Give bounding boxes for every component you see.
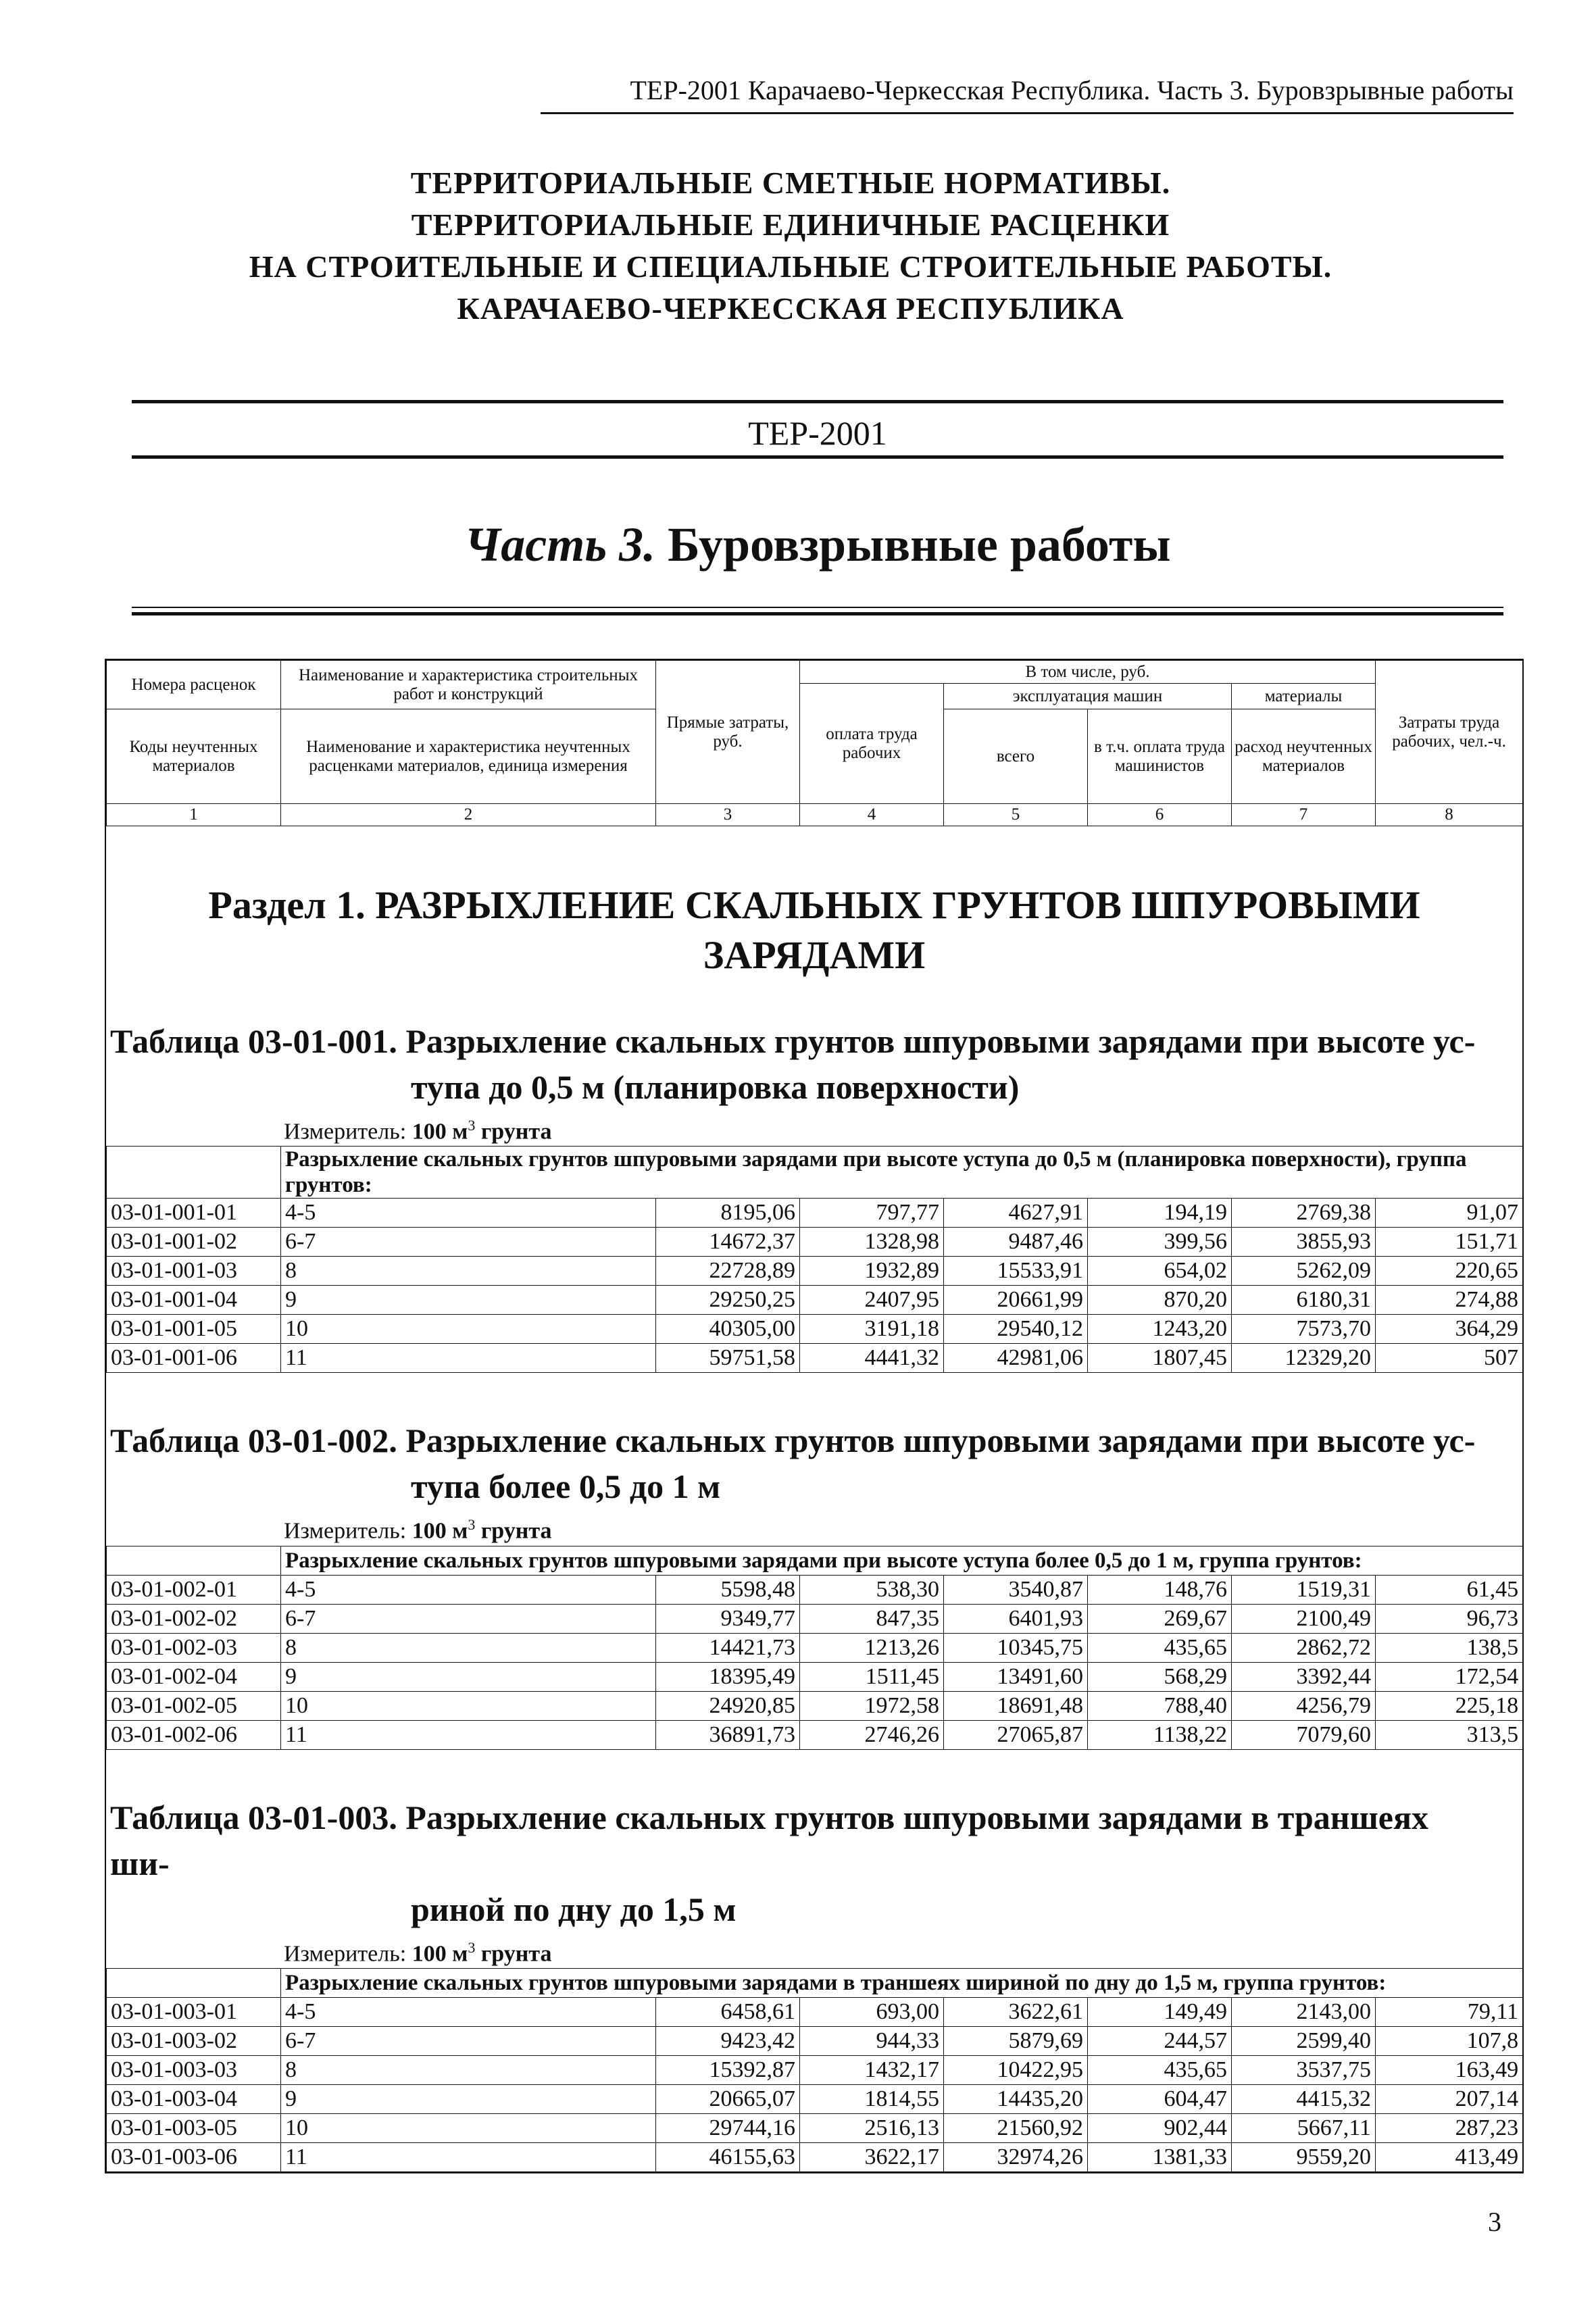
rate-code-cell: 03-01-001-05 [107, 1315, 281, 1344]
value-cell: 91,07 [1376, 1199, 1523, 1228]
meter-sup: 3 [468, 1117, 476, 1134]
column-number: 5 [944, 804, 1088, 826]
value-cell: 3622,61 [944, 1997, 1088, 2026]
value-cell: 2769,38 [1232, 1199, 1376, 1228]
soil-group-cell: 8 [281, 1257, 656, 1286]
value-cell: 1328,98 [800, 1228, 944, 1257]
value-cell: 6180,31 [1232, 1286, 1376, 1315]
value-cell: 172,54 [1376, 1662, 1523, 1691]
value-cell: 14672,37 [656, 1228, 800, 1257]
value-cell: 3855,93 [1232, 1228, 1376, 1257]
column-number: 2 [281, 804, 656, 826]
rate-code-cell: 03-01-001-02 [107, 1228, 281, 1257]
rate-code-cell: 03-01-002-05 [107, 1691, 281, 1720]
meter-label: Измеритель: [284, 1518, 412, 1544]
value-cell: 2746,26 [800, 1720, 944, 1749]
rate-table [106, 1146, 1523, 1373]
rate-code-cell: 03-01-003-05 [107, 2113, 281, 2142]
value-cell: 1932,89 [800, 1257, 944, 1286]
header-worker-pay: оплата труда рабочих [800, 684, 944, 804]
table-row [107, 1720, 1523, 1749]
rate-code-cell: 03-01-001-04 [107, 1286, 281, 1315]
meter-label: Измеритель: [284, 1119, 412, 1145]
value-cell: 32974,26 [944, 2142, 1088, 2171]
table-title-line: тупа более 0,5 до 1 м [411, 1467, 721, 1506]
value-cell: 4627,91 [944, 1199, 1088, 1228]
value-cell: 568,29 [1088, 1662, 1232, 1691]
value-cell: 7573,70 [1232, 1315, 1376, 1344]
subheader-empty-cell [107, 1546, 281, 1575]
header-machines: эксплуатация машин [944, 684, 1232, 709]
header-in-total: В том числе, руб. [800, 661, 1376, 684]
meter-label: Измеритель: [284, 1940, 412, 1966]
part-rule-1 [132, 607, 1503, 608]
meter-value: 100 м [412, 1119, 468, 1145]
meter-sup: 3 [468, 1516, 476, 1534]
value-cell: 3622,17 [800, 2142, 944, 2171]
value-cell: 42981,06 [944, 1344, 1088, 1373]
value-cell: 13491,60 [944, 1662, 1088, 1691]
value-cell: 944,33 [800, 2026, 944, 2055]
soil-group-cell: 6-7 [281, 1604, 656, 1633]
soil-group-cell: 10 [281, 1691, 656, 1720]
soil-group-cell: 9 [281, 1286, 656, 1315]
main-title-line: ТЕРРИТОРИАЛЬНЫЕ ЕДИНИЧНЫЕ РАСЦЕНКИ [411, 207, 1170, 242]
value-cell: 15392,87 [656, 2055, 800, 2084]
rate-code-cell: 03-01-002-01 [107, 1575, 281, 1604]
value-cell: 604,47 [1088, 2084, 1232, 2113]
column-number: 1 [107, 804, 281, 826]
soil-group-cell: 6-7 [281, 1228, 656, 1257]
value-cell: 12329,20 [1232, 1344, 1376, 1373]
meter-unit: грунта [475, 1518, 552, 1544]
value-cell: 163,49 [1376, 2055, 1523, 2084]
main-title-line: КАРАЧАЕВО-ЧЕРКЕССКАЯ РЕСПУБЛИКА [457, 291, 1124, 326]
value-cell: 435,65 [1088, 2055, 1232, 2084]
code-title: ТЕР-2001 [748, 414, 887, 452]
value-cell: 788,40 [1088, 1691, 1232, 1720]
soil-group-cell: 4-5 [281, 1199, 656, 1228]
subheader-empty-cell [107, 1147, 281, 1199]
rate-code-cell: 03-01-001-03 [107, 1257, 281, 1286]
value-cell: 9349,77 [656, 1604, 800, 1633]
header-work-name: Наименование и характеристика строительных работ и конструкций [281, 661, 656, 709]
table-title [106, 1018, 1522, 1110]
value-cell: 3191,18 [800, 1315, 944, 1344]
table-row [107, 2084, 1523, 2113]
value-cell: 507 [1376, 1344, 1523, 1373]
header-materials: материалы [1232, 684, 1376, 709]
value-cell: 27065,87 [944, 1720, 1088, 1749]
table-row [107, 1691, 1523, 1720]
value-cell: 8195,06 [656, 1199, 800, 1228]
soil-group-cell: 9 [281, 2084, 656, 2113]
header-operator-pay: в т.ч. оплата труда машинистов [1088, 709, 1232, 804]
rate-code-cell: 03-01-003-04 [107, 2084, 281, 2113]
meter-value: 100 м [412, 1940, 468, 1966]
table-subheader-row [107, 1147, 1523, 1199]
header-material-codes: Коды неучтенных материалов [107, 709, 281, 804]
value-cell: 7079,60 [1232, 1720, 1376, 1749]
column-number: 7 [1232, 804, 1376, 826]
value-cell: 9487,46 [944, 1228, 1088, 1257]
soil-group-cell: 4-5 [281, 1997, 656, 2026]
value-cell: 96,73 [1376, 1604, 1523, 1633]
soil-group-cell: 11 [281, 1720, 656, 1749]
value-cell: 244,57 [1088, 2026, 1232, 2055]
value-cell: 654,02 [1088, 1257, 1232, 1286]
rate-table [106, 1546, 1523, 1750]
table-meter [106, 1516, 1522, 1544]
value-cell: 4441,32 [800, 1344, 944, 1373]
rates-frame [105, 659, 1524, 2173]
value-cell: 225,18 [1376, 1691, 1523, 1720]
header-rule [541, 112, 1514, 114]
value-cell: 287,23 [1376, 2113, 1523, 2142]
table-title-line: Таблица 03-01-001. Разрыхление скальных грунтов шпуровыми зарядами при высоте ус- [110, 1022, 1476, 1060]
value-cell: 4256,79 [1232, 1691, 1376, 1720]
part-title-italic: Часть 3. [464, 518, 656, 572]
table-subheader: Разрыхление скальных грунтов шпуровыми зарядами при высоте уступа более 0,5 до 1 м, группа грунтов: [281, 1546, 1523, 1575]
value-cell: 36891,73 [656, 1720, 800, 1749]
table-row [107, 1199, 1523, 1228]
value-cell: 29540,12 [944, 1315, 1088, 1344]
value-cell: 1814,55 [800, 2084, 944, 2113]
main-title-line: ТЕРРИТОРИАЛЬНЫЕ СМЕТНЫЕ НОРМАТИВЫ. [410, 166, 1171, 200]
column-number: 3 [656, 804, 800, 826]
meter-unit: грунта [475, 1940, 552, 1966]
rate-code-cell: 03-01-003-01 [107, 1997, 281, 2026]
column-number: 6 [1088, 804, 1232, 826]
value-cell: 5598,48 [656, 1575, 800, 1604]
value-cell: 847,35 [800, 1604, 944, 1633]
value-cell: 20665,07 [656, 2084, 800, 2113]
main-title-line: НА СТРОИТЕЛЬНЫЕ И СПЕЦИАЛЬНЫЕ СТРОИТЕЛЬНЫЕ РАБОТЫ. [249, 249, 1332, 284]
value-cell: 269,67 [1088, 1604, 1232, 1633]
table-row [107, 1315, 1523, 1344]
table-row [107, 1633, 1523, 1662]
header-labor-costs: Затраты труда рабочих, чел.-ч. [1376, 661, 1523, 804]
main-title [108, 162, 1473, 330]
value-cell: 18395,49 [656, 1662, 800, 1691]
value-cell: 313,5 [1376, 1720, 1523, 1749]
value-cell: 1213,26 [800, 1633, 944, 1662]
value-cell: 2407,95 [800, 1286, 944, 1315]
rate-code-cell: 03-01-001-01 [107, 1199, 281, 1228]
soil-group-cell: 6-7 [281, 2026, 656, 2055]
table-row [107, 2055, 1523, 2084]
value-cell: 9559,20 [1232, 2142, 1376, 2171]
table-meter [106, 1939, 1522, 1967]
value-cell: 20661,99 [944, 1286, 1088, 1315]
value-cell: 1511,45 [800, 1662, 944, 1691]
value-cell: 29744,16 [656, 2113, 800, 2142]
rate-code-cell: 03-01-003-06 [107, 2142, 281, 2171]
table-row [107, 1257, 1523, 1286]
value-cell: 151,71 [1376, 1228, 1523, 1257]
value-cell: 10345,75 [944, 1633, 1088, 1662]
subheader-empty-cell [107, 1968, 281, 1997]
column-number: 8 [1376, 804, 1523, 826]
rate-code-cell: 03-01-002-06 [107, 1720, 281, 1749]
value-cell: 5667,11 [1232, 2113, 1376, 2142]
table-row [107, 1997, 1523, 2026]
part-title-rest: Буровзрывные работы [655, 518, 1171, 572]
value-cell: 364,29 [1376, 1315, 1523, 1344]
value-cell: 18691,48 [944, 1691, 1088, 1720]
value-cell: 1519,31 [1232, 1575, 1376, 1604]
value-cell: 902,44 [1088, 2113, 1232, 2142]
value-cell: 399,56 [1088, 1228, 1232, 1257]
header-machines-total: всего [944, 709, 1088, 804]
header-material-use: расход неучтенных материалов [1232, 709, 1376, 804]
value-cell: 29250,25 [656, 1286, 800, 1315]
title-rule-bottom [132, 455, 1503, 459]
header-direct-costs: Прямые затраты, руб. [656, 661, 800, 804]
table-gap [106, 1750, 1522, 1794]
value-cell: 15533,91 [944, 1257, 1088, 1286]
value-cell: 538,30 [800, 1575, 944, 1604]
value-cell: 2143,00 [1232, 1997, 1376, 2026]
soil-group-cell: 11 [281, 1344, 656, 1373]
value-cell: 1243,20 [1088, 1315, 1232, 1344]
section-title: Раздел 1. РАЗРЫХЛЕНИЕ СКАЛЬНЫХ ГРУНТОВ ШПУРОВЫМИ ЗАРЯДАМИ [208, 883, 1420, 977]
value-cell: 1432,17 [800, 2055, 944, 2084]
soil-group-cell: 11 [281, 2142, 656, 2171]
table-meter [106, 1117, 1522, 1145]
value-cell: 693,00 [800, 1997, 944, 2026]
value-cell: 5879,69 [944, 2026, 1088, 2055]
value-cell: 1972,58 [800, 1691, 944, 1720]
value-cell: 194,19 [1088, 1199, 1232, 1228]
value-cell: 61,45 [1376, 1575, 1523, 1604]
value-cell: 6458,61 [656, 1997, 800, 2026]
value-cell: 107,8 [1376, 2026, 1523, 2055]
table-subheader-row [107, 1546, 1523, 1575]
value-cell: 14435,20 [944, 2084, 1088, 2113]
table-row [107, 1662, 1523, 1691]
part-title [132, 517, 1503, 573]
value-cell: 46155,63 [656, 2142, 800, 2171]
value-cell: 22728,89 [656, 1257, 800, 1286]
value-cell: 1807,45 [1088, 1344, 1232, 1373]
value-cell: 59751,58 [656, 1344, 800, 1373]
table-subheader: Разрыхление скальных грунтов шпуровыми зарядами при высоте уступа до 0,5 м (планировка поверхности), группа грунтов: [281, 1147, 1523, 1199]
table-subheader-row [107, 1968, 1523, 1997]
table-title [106, 1794, 1522, 1932]
table-title-line: Таблица 03-01-003. Разрыхление скальных грунтов шпуровыми зарядами в траншеях ши- [110, 1798, 1429, 1882]
table-row [107, 2113, 1523, 2142]
table-row [107, 2026, 1523, 2055]
column-header-table [106, 660, 1523, 826]
value-cell: 1381,33 [1088, 2142, 1232, 2171]
header-material-name: Наименование и характеристика неучтенных расценками материалов, единица измерения [281, 709, 656, 804]
running-header: ТЕР-2001 Карачаево-Черкесская Республика. Часть 3. Буровзрывные работы [630, 75, 1514, 105]
table-title-line: риной по дну до 1,5 м [411, 1890, 737, 1928]
table-subheader: Разрыхление скальных грунтов шпуровыми зарядами в траншеях шириной по дну до 1,5 м, группа грунтов: [281, 1968, 1523, 1997]
table-title-line: тупа до 0,5 м (планировка поверхности) [411, 1068, 1020, 1106]
value-cell: 9423,42 [656, 2026, 800, 2055]
table-row [107, 1575, 1523, 1604]
part-rule-2 [132, 612, 1503, 615]
value-cell: 3392,44 [1232, 1662, 1376, 1691]
rate-code-cell: 03-01-003-02 [107, 2026, 281, 2055]
value-cell: 413,49 [1376, 2142, 1523, 2171]
meter-unit: грунта [475, 1119, 552, 1145]
value-cell: 14421,73 [656, 1633, 800, 1662]
soil-group-cell: 4-5 [281, 1575, 656, 1604]
value-cell: 79,11 [1376, 1997, 1523, 2026]
value-cell: 3540,87 [944, 1575, 1088, 1604]
table-gap [106, 1373, 1522, 1417]
soil-group-cell: 10 [281, 2113, 656, 2142]
value-cell: 207,14 [1376, 2084, 1523, 2113]
table-title-line: Таблица 03-01-002. Разрыхление скальных грунтов шпуровыми зарядами при высоте ус- [110, 1422, 1476, 1460]
header-rate-numbers: Номера расценок [107, 661, 281, 709]
soil-group-cell: 8 [281, 1633, 656, 1662]
value-cell: 3537,75 [1232, 2055, 1376, 2084]
table-row [107, 1604, 1523, 1633]
value-cell: 2100,49 [1232, 1604, 1376, 1633]
value-cell: 797,77 [800, 1199, 944, 1228]
value-cell: 6401,93 [944, 1604, 1088, 1633]
value-cell: 2862,72 [1232, 1633, 1376, 1662]
value-cell: 148,76 [1088, 1575, 1232, 1604]
value-cell: 274,88 [1376, 1286, 1523, 1315]
rate-tables [106, 1018, 1522, 2172]
soil-group-cell: 10 [281, 1315, 656, 1344]
value-cell: 435,65 [1088, 1633, 1232, 1662]
soil-group-cell: 8 [281, 2055, 656, 2084]
table-row [107, 1286, 1523, 1315]
table-row [107, 2142, 1523, 2171]
value-cell: 40305,00 [656, 1315, 800, 1344]
value-cell: 2516,13 [800, 2113, 944, 2142]
value-cell: 2599,40 [1232, 2026, 1376, 2055]
table-row [107, 1344, 1523, 1373]
meter-sup: 3 [468, 1938, 476, 1956]
value-cell: 138,5 [1376, 1633, 1523, 1662]
page-number: 3 [1488, 2207, 1501, 2237]
value-cell: 5262,09 [1232, 1257, 1376, 1286]
table-title [106, 1417, 1522, 1509]
value-cell: 1138,22 [1088, 1720, 1232, 1749]
value-cell: 220,65 [1376, 1257, 1523, 1286]
value-cell: 4415,32 [1232, 2084, 1376, 2113]
value-cell: 870,20 [1088, 1286, 1232, 1315]
meter-value: 100 м [412, 1518, 468, 1544]
table-row [107, 1228, 1523, 1257]
column-number: 4 [800, 804, 944, 826]
rate-code-cell: 03-01-003-03 [107, 2055, 281, 2084]
value-cell: 10422,95 [944, 2055, 1088, 2084]
rate-code-cell: 03-01-001-06 [107, 1344, 281, 1373]
rate-code-cell: 03-01-002-03 [107, 1633, 281, 1662]
value-cell: 149,49 [1088, 1997, 1232, 2026]
value-cell: 24920,85 [656, 1691, 800, 1720]
soil-group-cell: 9 [281, 1662, 656, 1691]
rate-code-cell: 03-01-002-04 [107, 1662, 281, 1691]
title-rule-top [132, 400, 1503, 403]
value-cell: 21560,92 [944, 2113, 1088, 2142]
rate-table [106, 1968, 1523, 2172]
rate-code-cell: 03-01-002-02 [107, 1604, 281, 1633]
